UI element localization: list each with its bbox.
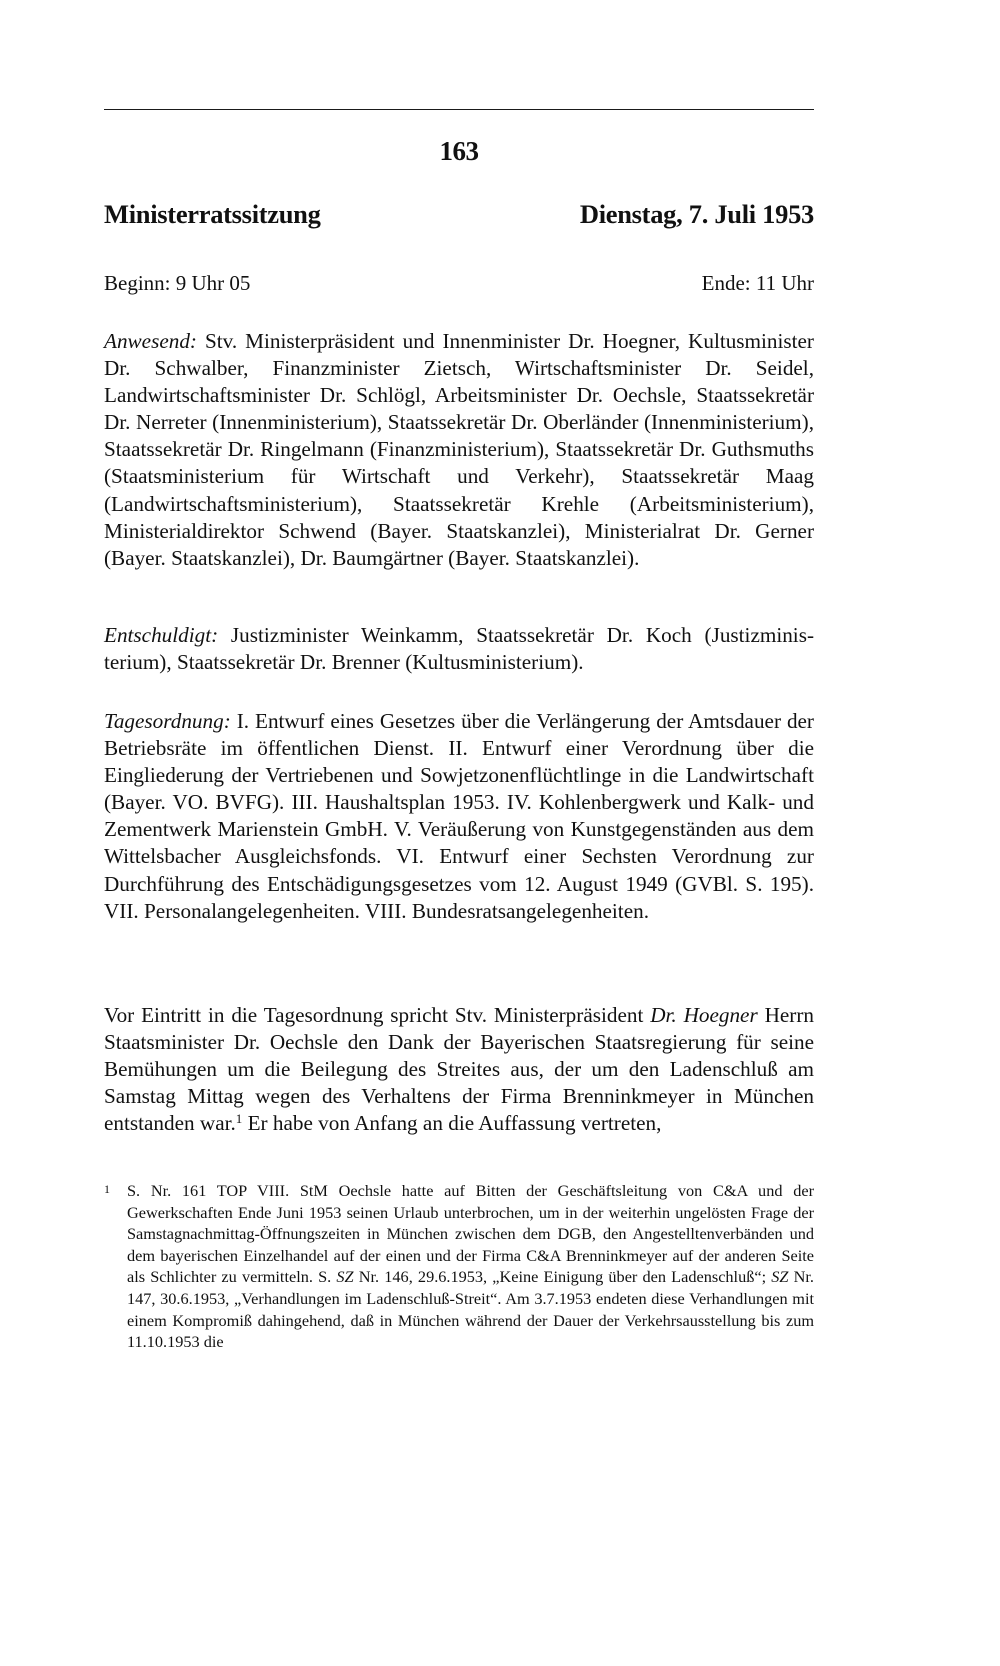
- footnote-number: 1: [104, 1182, 110, 1196]
- attendees-label: Anwesend:: [104, 329, 197, 353]
- footnote: [104, 1180, 814, 1353]
- title-row: [104, 199, 814, 230]
- footnote-text-1: S. Nr. 161 TOP VIII. StM Oechsle hatte auf Bitten der Geschäftsleitung von C&A und der Gewerkschaften Ende Juni 1953 seinen Urlaub unterbrochen, um in der weiterhin ungelösten Frage der Samstagnachmittag-Öffnungszeiten in München zwischen dem DGB, den Angestelltenverbänden und dem bayerischen Einzelhandel auf der einen und der Firma C&A Brenninkmeyer auf der anderen Seite als Schlichter zu vermitteln. S.: [127, 1181, 814, 1287]
- narrative-text-1: Vor Eintritt in die Tagesordnung spricht Stv. Ministerpräsident: [104, 1003, 651, 1027]
- time-row: [104, 271, 814, 296]
- excused-label: Entschuldigt:: [104, 623, 219, 647]
- session-date: Dienstag, 7. Juli 1953: [579, 199, 814, 229]
- narrative-paragraph: [104, 1002, 814, 1137]
- narrative-text-3: Er habe von Anfang an die Auffassung vertreten,: [242, 1111, 662, 1136]
- attendees-paragraph: [104, 328, 814, 572]
- agenda-text: I. Entwurf eines Gesetzes über die Verlängerung der Amtsdauer der Betriebsräte im öffentlichen Dienst. II. Entwurf einer Verordnung über die Eingliederung der Vertriebenen und Sowjetzonenflüchtlinge in die Landwirtschaft (Bayer. VO. BVFG). III. Haushaltsplan 1953. IV. Kohlenbergwerk und Kalk- und Zementwerk Marienstein GmbH. V. Veräußerung von Kunstgegenständen aus dem Wittelsbacher Ausgleichsfonds. VI. Entwurf einer Sechsten Verordnung zur Durchführung des Entschädigungsgesetzes vom 12. August 1949 (GVBl. S. 195). VII. Personalangelegenheiten. VIII. Bundesratsangelegenheiten.: [104, 709, 814, 923]
- footnote-text: [127, 1180, 814, 1353]
- narrative-text-2: Herrn Staatsminister Dr. Oechsle den Dank der Bayerischen Staatsregierung für seine Bemühungen um die Beilegung des Streites aus, der um den Ladenschluß am Samstag Mittag wegen des Verhaltens der Firma Brenninkmeyer in München entstanden war.: [104, 1003, 814, 1136]
- document-number: 163: [439, 136, 479, 166]
- agenda-label: Tagesordnung:: [104, 709, 231, 733]
- attendees-text: Stv. Ministerpräsident und Innenminister Dr. Hoegner, Kultusminister Dr. Schwalber, Finanzminister Zietsch, Wirtschaftsminister Dr. Seidel, Landwirtschaftsminister Dr. Schlögl, Arbeitsminister Dr. Oechsle, Staatssekretär Dr. Nerreter (Innenministerium), Staatssekretär Dr. Oberländer (Innenministerium), Staatssekretär Dr. Ringelmann (Finanzministerium), Staatssekretär Dr. Guthsmuths (Staatsministerium für Wirtschaft und Verkehr), Staatssekretär Maag (Landwirtschaftsministerium), Staatssekretär Krehle (Arbeitsministerium), Ministerialdirektor Schwend (Bayer. Staatskanzlei), Ministerialrat Dr. Gerner (Bayer. Staatskanzlei), Dr. Baumgärtner (Bayer. Staatskanzlei).: [104, 329, 814, 570]
- session-title: Ministerratssitzung: [104, 199, 321, 229]
- end-time: Ende: 11 Uhr: [701, 271, 814, 295]
- footnote-source-1: SZ: [336, 1267, 354, 1287]
- agenda-paragraph: [104, 708, 814, 925]
- footnote-source-2: SZ: [771, 1267, 789, 1287]
- footnote-reference[interactable]: 1: [235, 1111, 243, 1127]
- begin-time: Beginn: 9 Uhr 05: [104, 271, 251, 295]
- speaker-name: Dr. Hoegner: [650, 1003, 758, 1027]
- excused-paragraph: [104, 622, 814, 676]
- header-rule: [104, 109, 814, 110]
- excused-text: Justizminister Weinkamm, Staatssekretär Dr. Koch (Justizministerium), Staatssekretär Dr. Brenner (Kultusministerium).: [104, 623, 814, 675]
- footnote-text-3: Nr. 147, 30.6.1953, „Verhandlungen im Ladenschluß-Streit“. Am 3.7.1953 endeten diese Verhandlungen mit einem Kompromiß dahingehend, daß in München während der Dauer der Verkehrsausstellung bis zum 11.10.1953 die: [127, 1267, 814, 1352]
- footnote-text-2: Nr. 146, 29.6.1953, „Keine Einigung über den Ladenschluß“;: [353, 1267, 772, 1287]
